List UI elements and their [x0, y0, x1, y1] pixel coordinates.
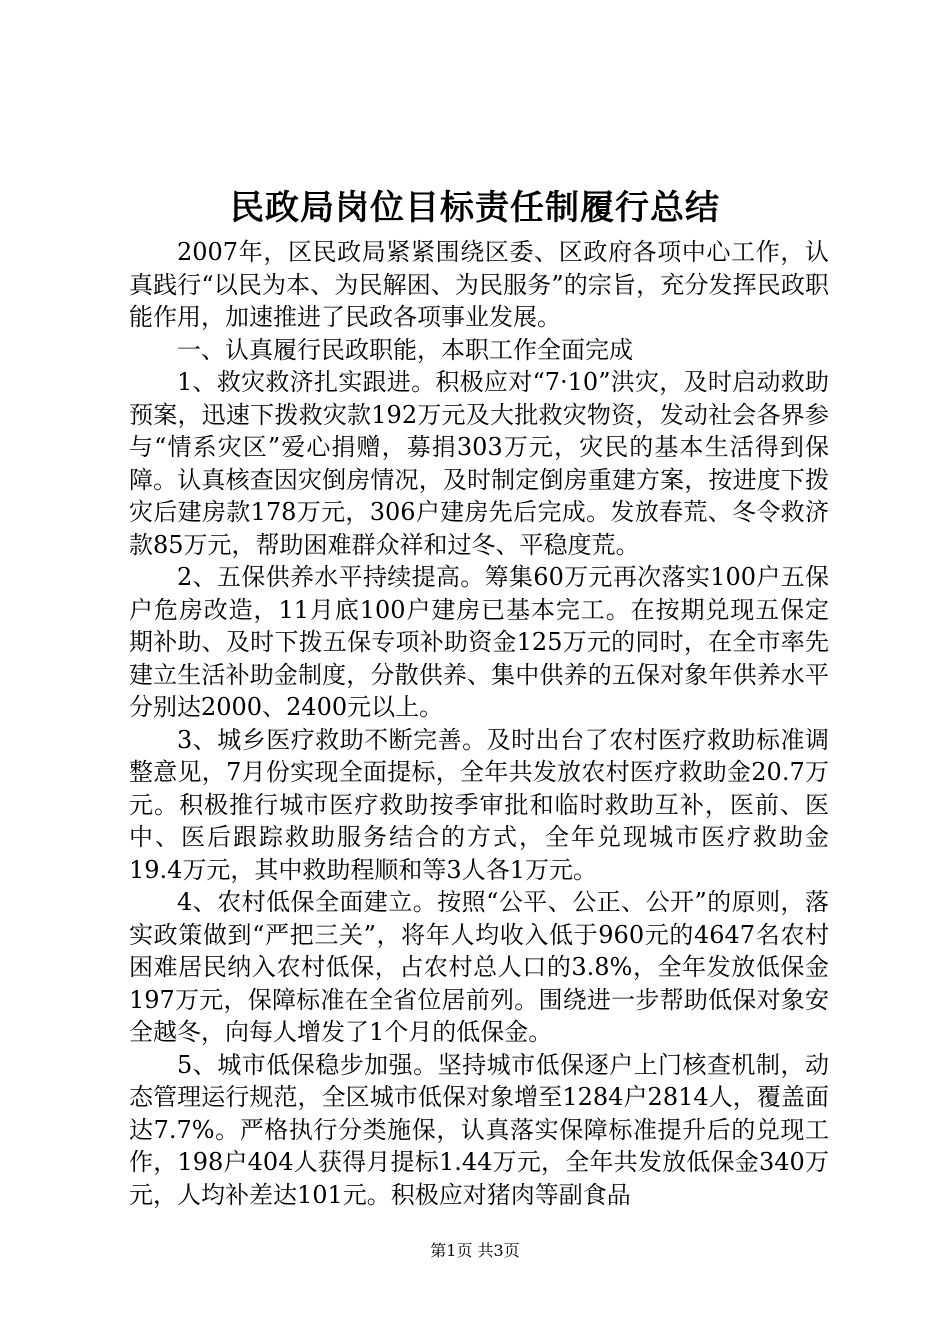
paragraph-five-guarantees: 2、五保供养水平持续提高。筹集60万元再次落实100户五保户危房改造，11月底100户建房已基本完工。在按期兑现五保定期补助、及时下拨五保专项补助资金125万元的同时，在全市率先建立生活补助金制度，分散供养、集中供养的五保对象年供养水平分别达2000、2400元以上。 [129, 563, 829, 721]
paragraph-rural-subsistence: 4、农村低保全面建立。按照“公平、公正、公开”的原则，落实政策做到“严把三关”，将年人均收入低于960元的4647名农村困难居民纳入农村低保，占农村总人口的3.8%，全年发放低保金197万元，保障标准在全省位居前列。围绕进一步帮助低保对象安全越冬，向每人增发了1个月的低保金。 [129, 888, 829, 1046]
page-footer: 第1页 共3页 [430, 1241, 520, 1260]
paragraph-disaster-relief: 1、救灾救济扎实跟进。积极应对“7·10”洪灾，及时启动救助预案，迅速下拨救灾款192万元及大批救灾物资，发动社会各界参与“情系灾区”爱心捐赠，募捐303万元，灾民的基本生活得到保障。认真核查因灾倒房情况，及时制定倒房重建方案，按进度下拨灾后建房款178万元，306户建房先后完成。发放春荒、冬令救济款85万元，帮助困难群众祥和过冬、平稳度荒。 [129, 368, 829, 559]
document-body [129, 236, 829, 1211]
paragraph-medical-aid: 3、城乡医疗救助不断完善。及时出台了农村医疗救助标准调整意见，7月份实现全面提标，全年共发放农村医疗救助金20.7万元。积极推行城市医疗救助按季审批和临时救助互补，医前、医中、医后跟踪救助服务结合的方式，全年兑现城市医疗救助金19.4万元，其中救助程顺和等3人各1万元。 [129, 725, 829, 884]
document-title: 民政局岗位目标责任制履行总结 [230, 188, 720, 228]
section-heading: 一、认真履行民政职能，本职工作全面完成 [177, 335, 633, 364]
paragraph-intro: 2007年，区民政局紧紧围绕区委、区政府各项中心工作，认真践行“以民为本、为民解困、为民服务”的宗旨，充分发挥民政职能作用，加速推进了民政各项事业发展。 [129, 238, 829, 331]
paragraph-urban-subsistence: 5、城市低保稳步加强。坚持城市低保逐户上门核查机制，动态管理运行规范，全区城市低保对象增至1284户2814人，覆盖面达7.7%。严格执行分类施保，认真落实保障标准提升后的兑现工作，198户404人获得月提标1.44万元，全年共发放低保金340万元，人均补差达101元。积极应对猪肉等副食品 [129, 1050, 829, 1209]
